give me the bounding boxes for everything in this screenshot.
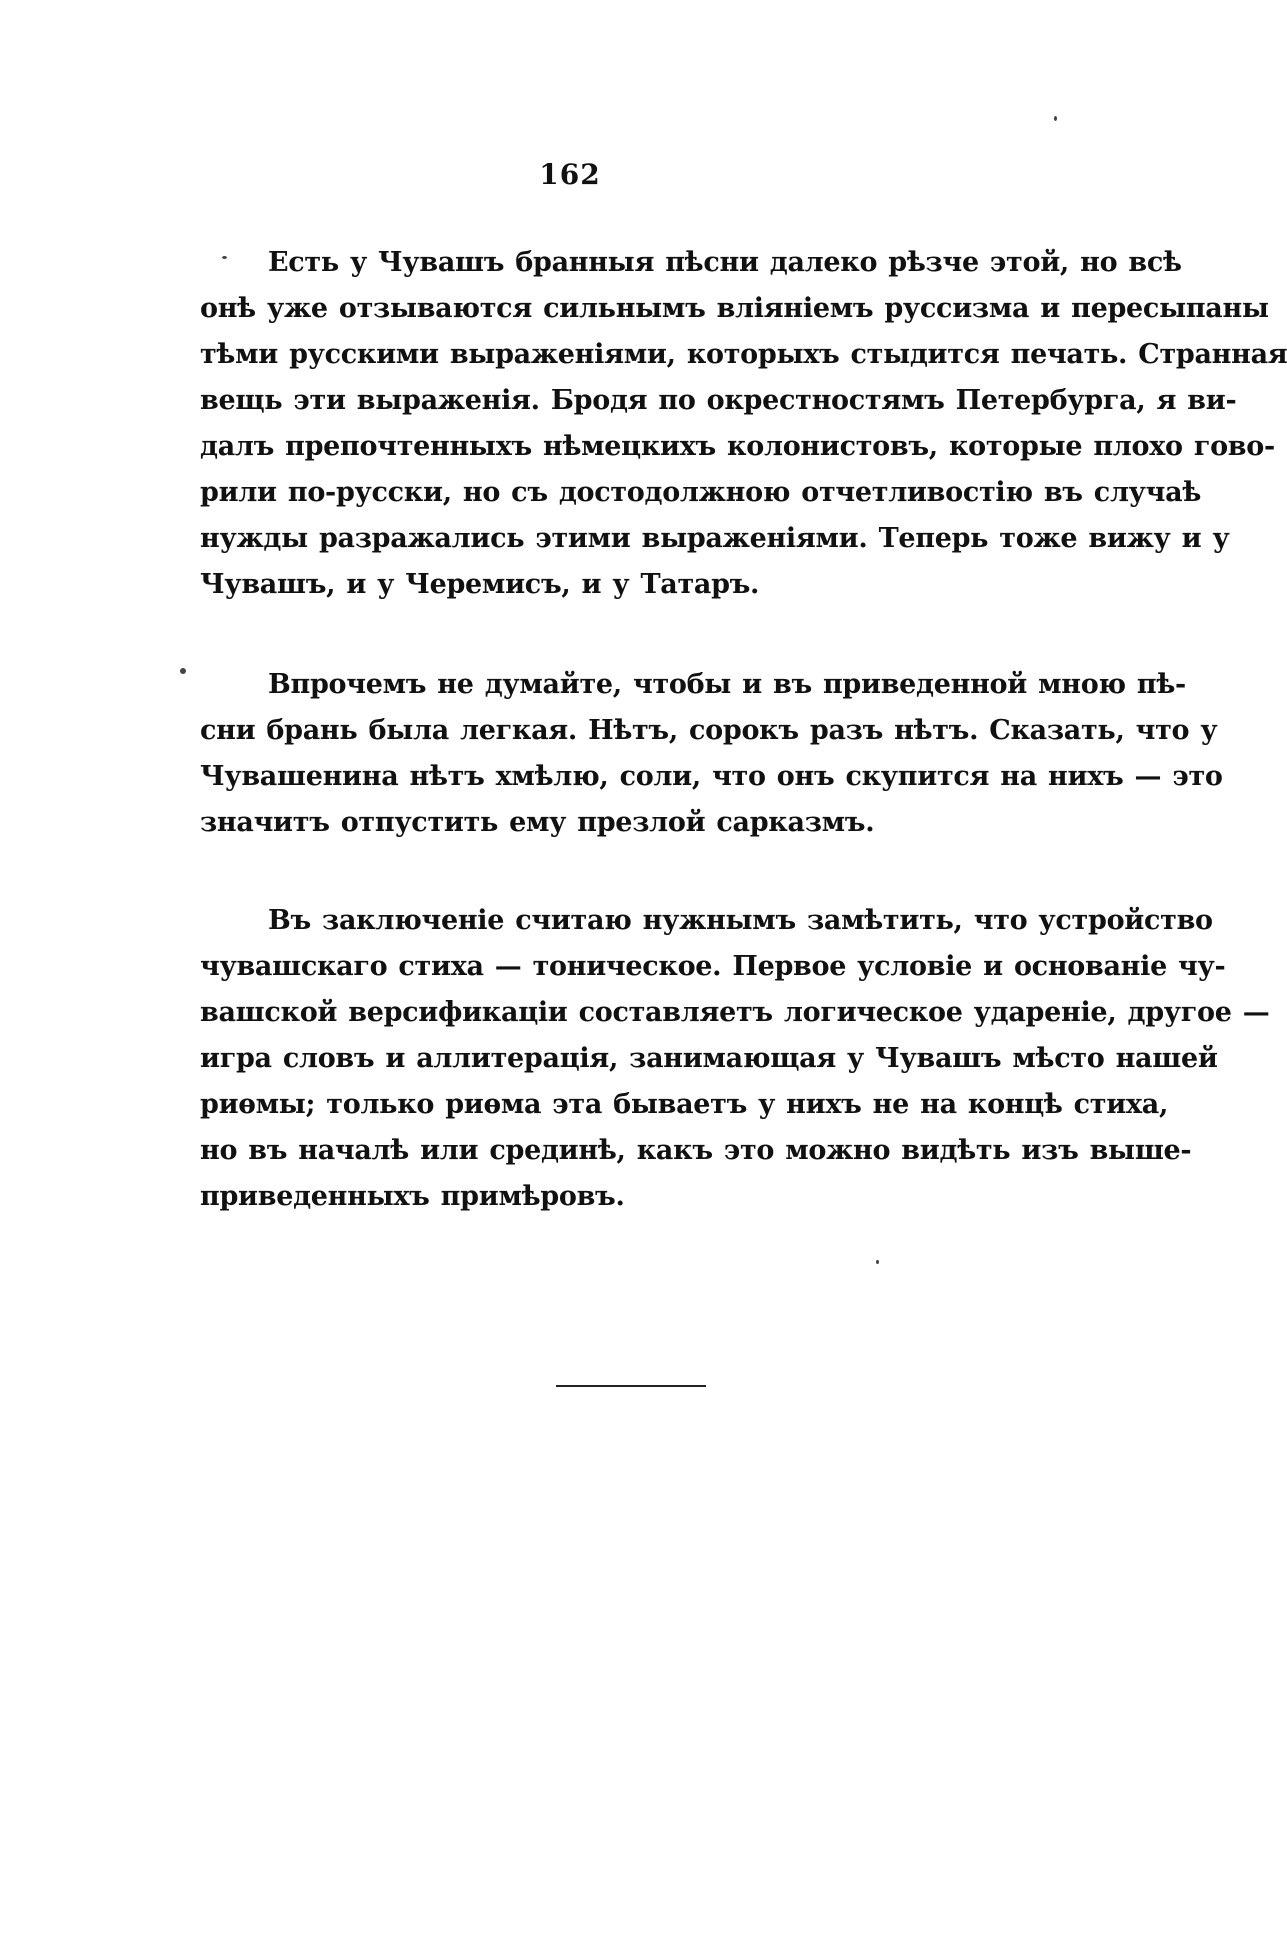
- text-line: риѳмы; только риѳма эта бываетъ у нихъ не на концѣ стиха,: [200, 1089, 1169, 1120]
- text-line: Впрочемъ не думайте, чтобы и въ приведенной мною пѣ-: [268, 669, 1186, 700]
- text-line: Есть у Чувашъ бранныя пѣсни далеко рѣзче этой, но всѣ: [268, 247, 1182, 278]
- closing-rule: [556, 1385, 706, 1387]
- text-line: нужды разражались этими выраженіями. Теперь тоже вижу и у: [200, 523, 1230, 554]
- text-line: но въ началѣ или срединѣ, какъ это можно видѣть изъ выше-: [200, 1135, 1192, 1166]
- print-speck: [1054, 116, 1057, 121]
- print-speck: [180, 668, 186, 674]
- paragraph-1: [200, 240, 1287, 608]
- text-line: вашской версификаціи составляетъ логическое удареніе, другое —: [200, 997, 1270, 1028]
- text-line: чувашскаго стиха — тоническое. Первое условіе и основаніе чу-: [200, 951, 1226, 982]
- text-line: значитъ отпустить ему презлой сарказмъ.: [200, 807, 875, 838]
- text-line: Чувашъ, и у Черемисъ, и у Татаръ.: [200, 569, 760, 600]
- text-line: далъ препочтенныхъ нѣмецкихъ колонистовъ, которые плохо гово-: [200, 431, 1275, 462]
- text-line: приведенныхъ примѣровъ.: [200, 1181, 625, 1212]
- print-speck: [222, 256, 227, 259]
- text-line: тѣми русскими выраженіями, которыхъ стыдится печать. Странная: [200, 339, 1287, 370]
- page-number: 162: [539, 158, 601, 191]
- text-line: вещь эти выраженія. Бродя по окрестностямъ Петербурга, я ви-: [200, 385, 1237, 416]
- paragraph-3: [200, 898, 1270, 1220]
- text-line: онѣ уже отзываются сильнымъ вліяніемъ руссизма и пересыпаны: [200, 293, 1269, 324]
- text-line: игра словъ и аллитерація, занимающая у Чувашъ мѣсто нашей: [200, 1043, 1218, 1074]
- text-line: рили по-русски, но съ достодолжною отчетливостію въ случаѣ: [200, 477, 1202, 508]
- paragraph-2: [200, 662, 1223, 846]
- text-line: Въ заключеніе считаю нужнымъ замѣтить, что устройство: [268, 905, 1213, 936]
- print-speck: [876, 1260, 879, 1264]
- text-line: сни брань была легкая. Нѣтъ, сорокъ разъ нѣтъ. Сказать, что у: [200, 715, 1218, 746]
- text-line: Чувашенина нѣтъ хмѣлю, соли, что онъ скупится на нихъ — это: [200, 761, 1223, 792]
